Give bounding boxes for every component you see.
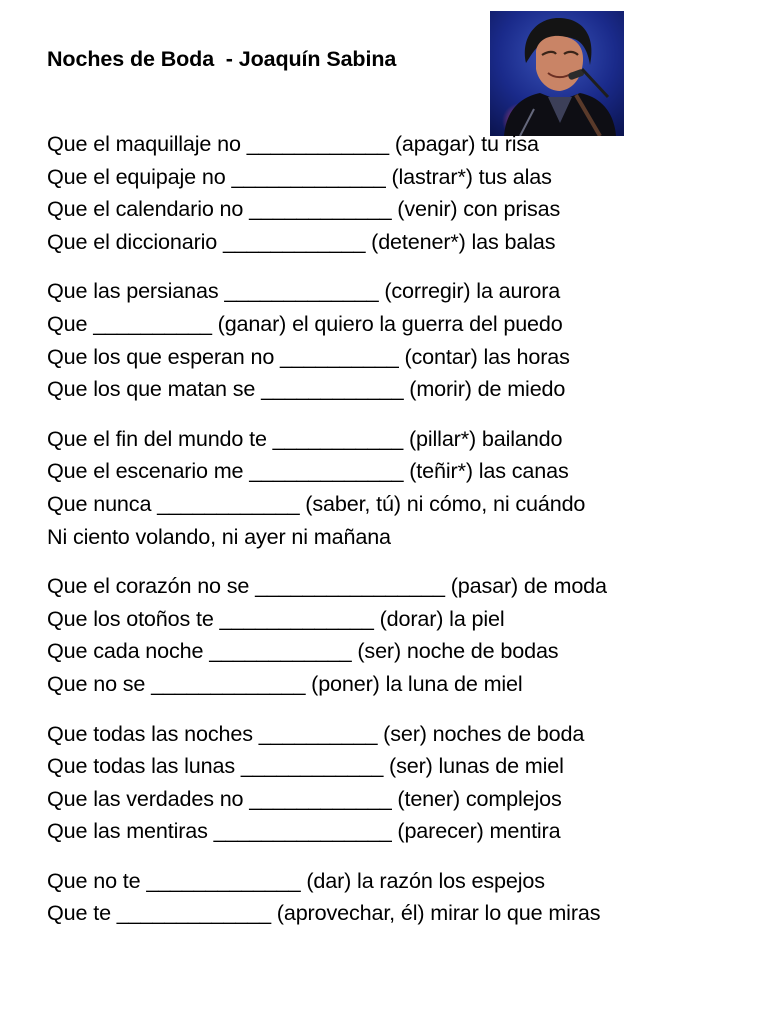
lyric-line: Que el maquillaje no ____________ (apagar) tu risa — [47, 131, 539, 156]
singer-photo — [490, 11, 624, 136]
lyric-line: Que el diccionario ____________ (detener*) las balas — [47, 228, 556, 254]
lyric-line: Que las verdades no ____________ (tener) complejos — [47, 785, 562, 811]
lyric-line: Que el calendario no ____________ (venir) con prisas — [47, 196, 561, 222]
lyric-line: Que __________ (ganar) el quiero la guerra del puedo — [47, 310, 563, 336]
lyrics-body — [47, 128, 757, 947]
lyric-line: Que el equipaje no _____________ (lastrar*) tus alas — [47, 163, 552, 189]
lyric-line: Que el fin del mundo te ___________ (pillar*) bailando — [47, 425, 563, 451]
lyric-line: Que los que matan se ____________ (morir) de miedo — [47, 376, 566, 402]
lyric-line: Que los otoños te _____________ (dorar) la piel — [47, 605, 505, 631]
stanza — [47, 423, 757, 553]
stanza — [47, 718, 757, 848]
lyric-line: Que cada noche ____________ (ser) noche de bodas — [47, 638, 559, 664]
stanza — [47, 275, 757, 405]
lyric-line: Que el corazón no se ________________ (pasar) de moda — [47, 573, 607, 599]
stanza — [47, 570, 757, 700]
lyric-line: Que te _____________ (aprovechar, él) mirar lo que miras — [47, 900, 601, 926]
lyric-line: Que las persianas _____________ (corregir) la aurora — [47, 278, 561, 304]
lyric-line: Que nunca ____________ (saber, tú) ni cómo, ni cuándo — [47, 490, 586, 516]
lyric-line: Que las mentiras _______________ (parecer) mentira — [47, 818, 561, 844]
stanza — [47, 128, 757, 258]
lyric-line: Que todas las lunas ____________ (ser) lunas de miel — [47, 753, 564, 779]
lyric-line: Que los que esperan no __________ (contar) las horas — [47, 343, 570, 369]
lyric-line: Que todas las noches __________ (ser) noches de boda — [47, 720, 585, 746]
lyric-line: Ni ciento volando, ni ayer ni mañana — [47, 523, 391, 549]
stanza — [47, 865, 757, 930]
lyric-line: Que no te _____________ (dar) la razón los espejos — [47, 867, 545, 893]
page-title: Noches de Boda - Joaquín Sabina — [47, 47, 397, 71]
lyric-line: Que el escenario me _____________ (teñir*) las canas — [47, 458, 569, 484]
lyric-line: Que no se _____________ (poner) la luna de miel — [47, 670, 523, 696]
